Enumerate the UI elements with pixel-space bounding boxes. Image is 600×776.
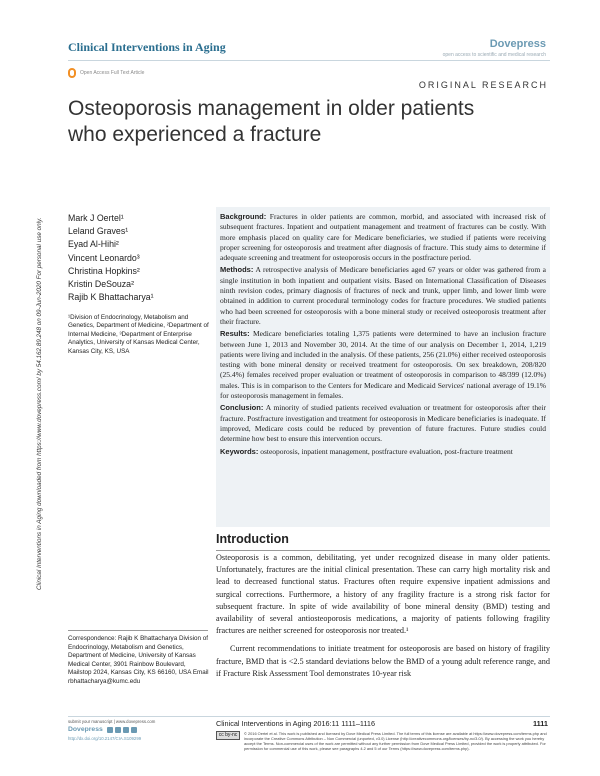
linkedin-icon[interactable] — [123, 727, 129, 733]
abstract-results — [220, 329, 546, 401]
abstract-methods-text: A retrospective analysis of Medicare beneficiaries aged 67 years or older was gathered from a single institution in both inpatient and outpatient visits. Based on International Classification of Diseases ninth revision codes, primary diagnosis of fractures of neck and trunk, upper limb, and lower limb were obtained in addition to current procedural terminology codes for fracture procedures. We studied patients who had been screened for osteoporosis with a bone mineral study or received osteoporosis treatment after their fracture. — [220, 265, 546, 326]
publisher-tagline: open access to scientific and medical research — [442, 52, 546, 58]
license-notice — [216, 731, 550, 751]
download-watermark — [8, 150, 42, 590]
article-title: Osteoporosis management in older patients who experienced a fracture — [68, 97, 475, 146]
introduction-paragraph: Osteoporosis is a common, debilitating, yet under recognized disease in many older patients. Unfortunately, fractures are the initial clinical presentation. These can carry high mortality risk and lead to decreased functional status. Fractures often require expensive inpatient admissions and surgical corrections. Furthermore, a history of any fragility fracture is a strong risk factor for subsequent fracture. In spite of wide availability of bone mineral density (BMD) testing and availability of several antiosteoporosis medications, a majority of patients following fragility fractures are neither screened for osteoporosis nor treated.¹ — [216, 553, 550, 636]
author: Eyad Al-Hihi² — [68, 239, 119, 250]
footer-divider — [68, 716, 550, 717]
journal-name: Clinical Interventions in Aging — [68, 40, 226, 54]
header-divider — [68, 60, 550, 61]
page-number: 1111 — [532, 719, 548, 728]
publisher-logo — [443, 38, 546, 58]
twitter-icon[interactable] — [115, 727, 121, 733]
introduction-heading: Introduction — [216, 532, 289, 546]
license-text: © 2016 Oertel et al. This work is published and licensed by Dove Medical Press Limited. The full terms of this license are available at https://www.dovepress.com/terms.php and incorporate the Creative Commons Attribution – Non Commercial (unported, v3.0) License (http://creativecommons.org/licenses/by-nc/3.0/). By accessing the work you hereby accept the Terms. Non-commercial uses of the work are permitted without any further permission from Dove Medical Press Limited, provided the work is properly attributed. For permission for commercial use of this work, please see paragraphs 4.2 and 5 of our Terms (https://www.dovepress.com/terms.php). — [244, 731, 547, 751]
introduction-paragraph: Current recommendations to initiate treatment for osteoporosis are based on history of fragility fracture, BMD that is <2.5 standard deviations below the BMD of a young adult reference range, and if Fracture Risk Assessment Tool demonstrates 10-year risk — [216, 644, 550, 678]
abstract-conclusion-text: A minority of studied patients received evaluation or treatment for osteoporosis after their fracture. Postfracture investigation and treatment for osteoporosis in Medicare beneficiaries is inadequate. If improved, Medicare costs could be reduced by prevention of future fractures. Future studies could determine how best to ensure this intervention occurs. — [220, 403, 546, 444]
open-access-lock-icon — [68, 68, 76, 78]
correspondence-divider — [68, 630, 208, 631]
abstract-results-text: Medicare beneficiaries totaling 1,375 patients were determined to have an inclusion fracture between June 1, 2013 and November 30, 2014. At the time of our analysis on December 1, 2014, 1,219 patients were living and included in the analysis. Of these patients, 256 (21.0%) either received osteoporosis testing with bone mineral density or received treatment for osteoporosis. On sex breakdown, 208/820 (25.4%) females received proper evaluation or treatment of osteoporosis in comparison to 48/399 (12.0%) males. This is in comparison to the Centers for Medicare and Medicaid Services' national average of 19.1% for osteoporosis management in females. — [220, 329, 546, 401]
abstract-box — [216, 207, 550, 527]
author-list — [68, 212, 208, 304]
introduction-divider — [216, 550, 550, 551]
abstract-background-label: Background: — [220, 212, 267, 221]
publisher-name: Dovepress — [489, 38, 546, 50]
abstract-conclusion — [220, 403, 546, 444]
footer-publisher — [68, 726, 208, 733]
article-section-type: ORIGINAL RESEARCH — [418, 80, 548, 90]
affiliations: ¹Division of Endocrinology, Metabolism and Genetics, Department of Medicine, ²Department of Internal Medicine, ³Department of Enterprise Analytics, University of Kansas Medical Center, Kansas City, KS, USA — [68, 314, 209, 355]
open-access-label: Open Access Full Text Article — [80, 70, 145, 76]
correspondence: Correspondence: Rajib K Bhattacharya Division of Endocrinology, Metabolism and Genetics, Department of Medicine, University of Kansas Medical Center, 3901 Rainbow Boulevard, Mailstop 2024, Kansas City, KS 66160, USA Email rbhattacharya@kumc.edu — [68, 635, 209, 685]
abstract-keywords-label: Keywords: — [220, 446, 259, 456]
citation: Clinical Interventions in Aging 2016:11 1111–1116 — [216, 719, 376, 728]
author: Christina Hopkins² — [68, 265, 140, 276]
open-access-badge — [68, 68, 144, 78]
abstract-keywords-text: osteoporosis, inpatient management, postfracture evaluation, post-fracture treatment — [260, 446, 513, 456]
submit-manuscript-link[interactable]: submit your manuscript | www.dovepress.com — [68, 719, 156, 724]
youtube-icon[interactable] — [131, 727, 137, 733]
footer-publisher-block — [68, 719, 208, 741]
abstract-methods — [220, 265, 546, 327]
author: Mark J Oertel¹ — [68, 213, 124, 223]
abstract-methods-label: Methods: — [220, 265, 254, 275]
introduction-body — [216, 552, 550, 680]
download-watermark-text: Clinical Interventions in Aging downloaded from https://www.dovepress.com/ by 54.162.89.248 on 09-Jun-2020 For personal use only. — [36, 217, 43, 590]
abstract-conclusion-label: Conclusion: — [220, 403, 264, 413]
creative-commons-icon: cc by-nc — [216, 731, 240, 740]
author: Kristin DeSouza² — [68, 279, 135, 290]
facebook-icon[interactable] — [107, 727, 113, 733]
footer-publisher-name: Dovepress — [68, 726, 103, 733]
social-links — [107, 727, 137, 733]
abstract-background-text: Fractures in older patients are common, morbid, and associated with increased risk of subsequent fractures. Inpatient and outpatient management and treatment of fractures can be costly. With more emphasis placed on quality care for Medicare beneficiaries, we studied if patients were receiving proper screening for osteoporosis and treatment after diagnosis of fracture. This study aims to determine if adequate screening and treatment for osteoporosis occurs in the postfracture period. — [220, 212, 547, 263]
author: Rajib K Bhattacharya¹ — [68, 292, 154, 303]
abstract-keywords — [220, 447, 546, 457]
doi-link[interactable]: http://dx.doi.org/10.2147/CIA.S109299 — [68, 736, 142, 741]
author: Leland Graves¹ — [68, 226, 129, 237]
author: Vincent Leonardo³ — [68, 252, 140, 263]
abstract-background — [220, 212, 546, 263]
abstract-results-label: Results: — [220, 329, 250, 339]
